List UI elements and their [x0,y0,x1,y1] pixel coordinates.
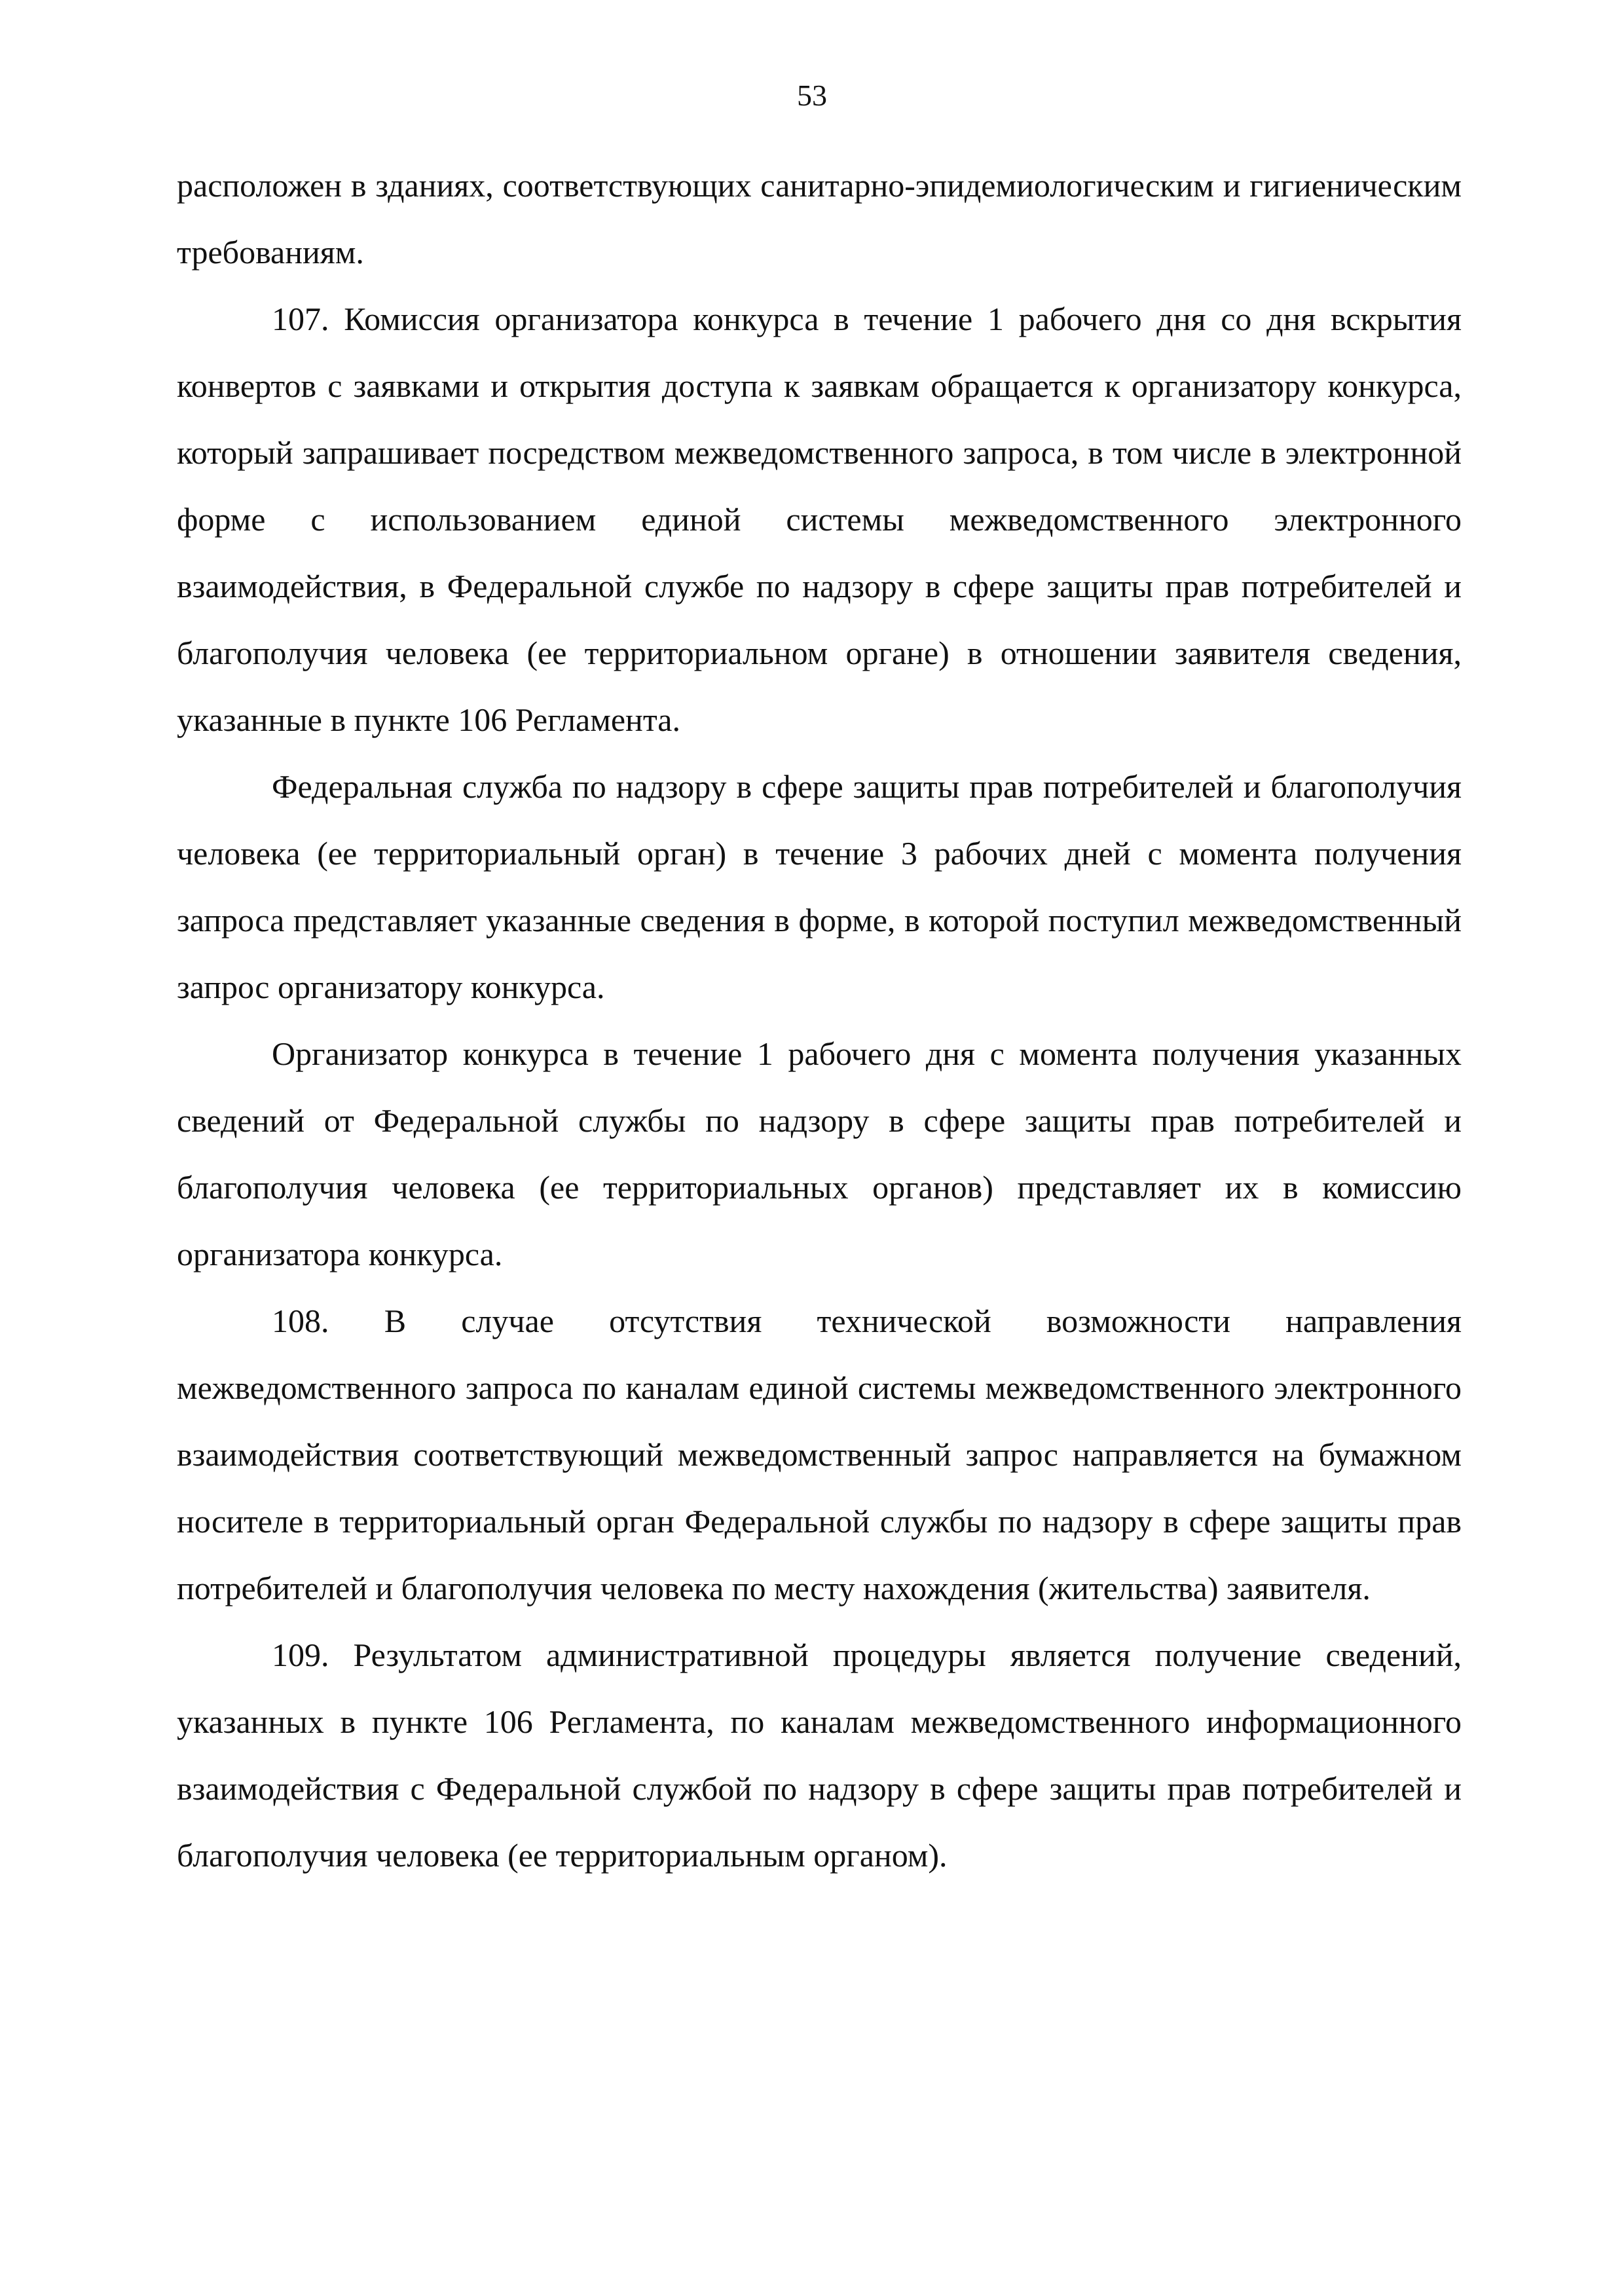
page-number: 53 [797,79,827,112]
paragraph-organizer-submission: Организатор конкурса в течение 1 рабочего дня с момента получения указанных сведений от Федеральной службы по надзору в сфере защиты прав потребителей и благополучия человека (ее территориальных органов) представляет их в комиссию организатора конкурса. [177,1035,1462,1272]
document-body [177,152,1462,1889]
paragraph-continuation: расположен в зданиях, соответствующих санитарно-эпидемиологическим и гигиеническим требованиям. [177,167,1462,270]
paragraph-federal-service-response: Федеральная служба по надзору в сфере защиты прав потребителей и благополучия человека (ее территориальный орган) в течение 3 рабочих дней с момента получения запроса представляет указанные сведения в форме, в которой поступил межведомственный запрос организатору конкурса. [177,768,1462,1005]
paragraph-108: 108. В случае отсутствия технической возможности направления межведомственного запроса по каналам единой системы межведомственного электронного взаимодействия соответствующий межведомственный запрос направляется на бумажном носителе в территориальный орган Федеральной службы по надзору в сфере защиты прав потребителей и благополучия человека по месту нахождения (жительства) заявителя. [177,1303,1462,1606]
paragraph-109: 109. Результатом административной процедуры является получение сведений, указанных в пункте 106 Регламента, по каналам межведомственного информационного взаимодействия с Федеральной службой по надзору в сфере защиты прав потребителей и благополучия человека (ее территориальным органом). [177,1637,1462,1874]
paragraph-107: 107. Комиссия организатора конкурса в течение 1 рабочего дня со дня вскрытия конвертов с заявками и открытия доступа к заявкам обращается к организатору конкурса, который запрашивает посредством межведомственного запроса, в том числе в электронной форме с использованием единой системы межведомственного электронного взаимодействия, в Федеральной службе по надзору в сфере защиты прав потребителей и благополучия человека (ее территориальном органе) в отношении заявителя сведения, указанные в пункте 106 Регламента. [177,301,1462,738]
